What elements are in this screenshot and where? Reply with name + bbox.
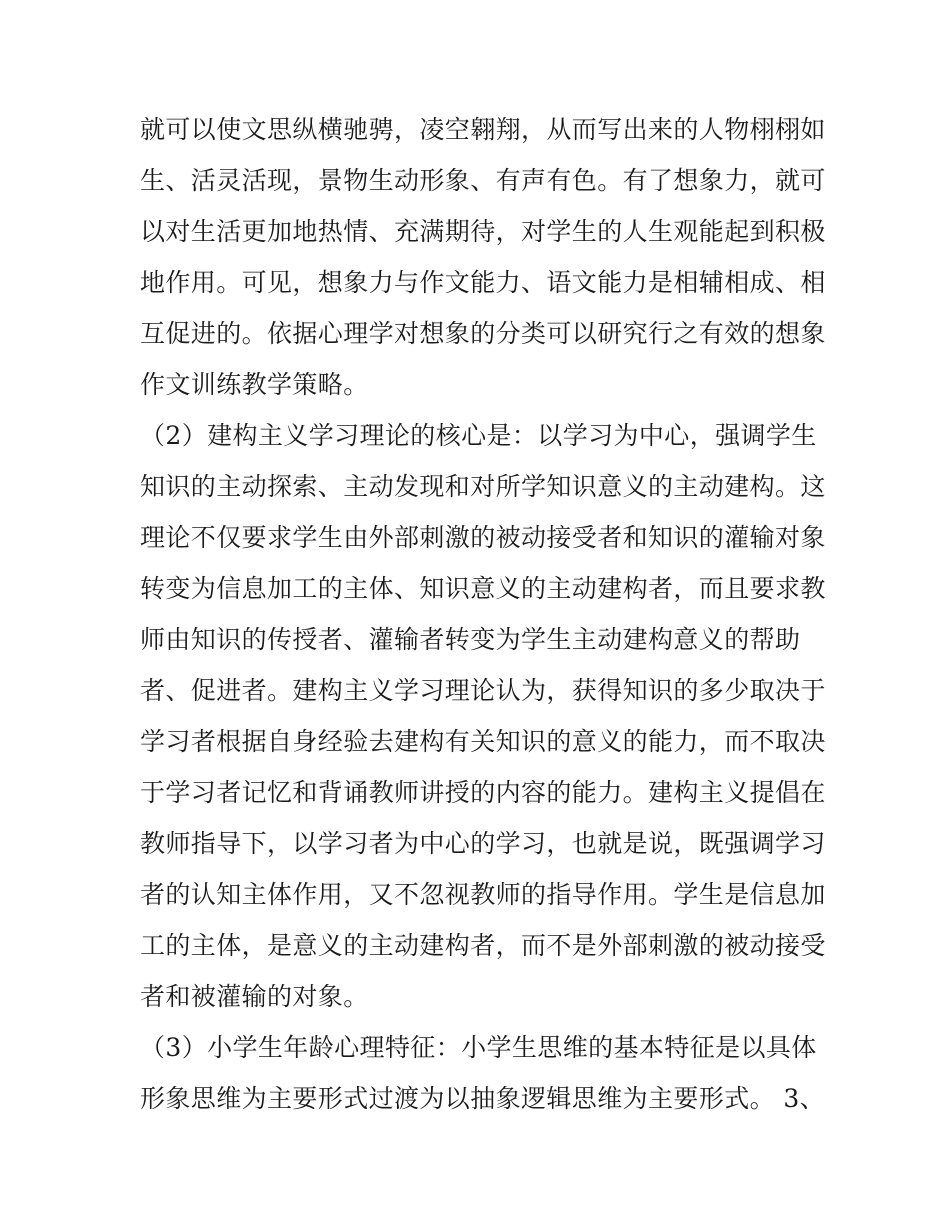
text-line: 者和被灌输的对象。 (140, 982, 369, 1011)
text-line: 知识的主动探索、主动发现和对所学知识意义的主动建构。这 (140, 472, 826, 501)
text-line: 地作用。可见，想象力与作文能力、语文能力是相辅相成、相 (140, 268, 826, 297)
text-line: 于学习者记忆和背诵教师讲授的内容的能力。建构主义提倡在 (140, 778, 826, 807)
text-line: 者的认知主体作用，又不忽视教师的指导作用。学生是信息加 (140, 880, 826, 909)
text-line: （3）小学生年龄心理特征：小学生思维的基本特征是以具体 (140, 1033, 817, 1062)
text-line: 师由知识的传授者、灌输者转变为学生主动建构意义的帮助 (140, 625, 801, 654)
text-line: 工的主体，是意义的主动建构者，而不是外部刺激的被动接受 (140, 931, 826, 960)
text-line: 互促进的。依据心理学对想象的分类可以研究行之有效的想象 (140, 319, 826, 348)
text-line: 形象思维为主要形式过渡为以抽象逻辑思维为主要形式。 3、 (140, 1084, 826, 1113)
text-line: 以对生活更加地热情、充满期待，对学生的人生观能起到积极 (140, 217, 826, 246)
text-line: 就可以使文思纵横驰骋，凌空翱翔，从而写出来的人物栩栩如 (140, 115, 826, 144)
text-line: 学习者根据自身经验去建构有关知识的意义的能力，而不取决 (140, 727, 826, 756)
text-line: 转变为信息加工的主体、知识意义的主动建构者，而且要求教 (140, 574, 826, 603)
text-line: （2）建构主义学习理论的核心是：以学习为中心，强调学生 (140, 421, 817, 450)
text-line: 理论不仅要求学生由外部刺激的被动接受者和知识的灌输对象 (140, 523, 826, 552)
text-line: 生、活灵活现，景物生动形象、有声有色。有了想象力，就可 (140, 166, 826, 195)
text-line: 教师指导下，以学习者为中心的学习，也就是说，既强调学习 (140, 829, 826, 858)
text-line: 作文训练教学策略。 (140, 370, 369, 399)
text-line: 者、促进者。建构主义学习理论认为，获得知识的多少取决于 (140, 676, 826, 705)
